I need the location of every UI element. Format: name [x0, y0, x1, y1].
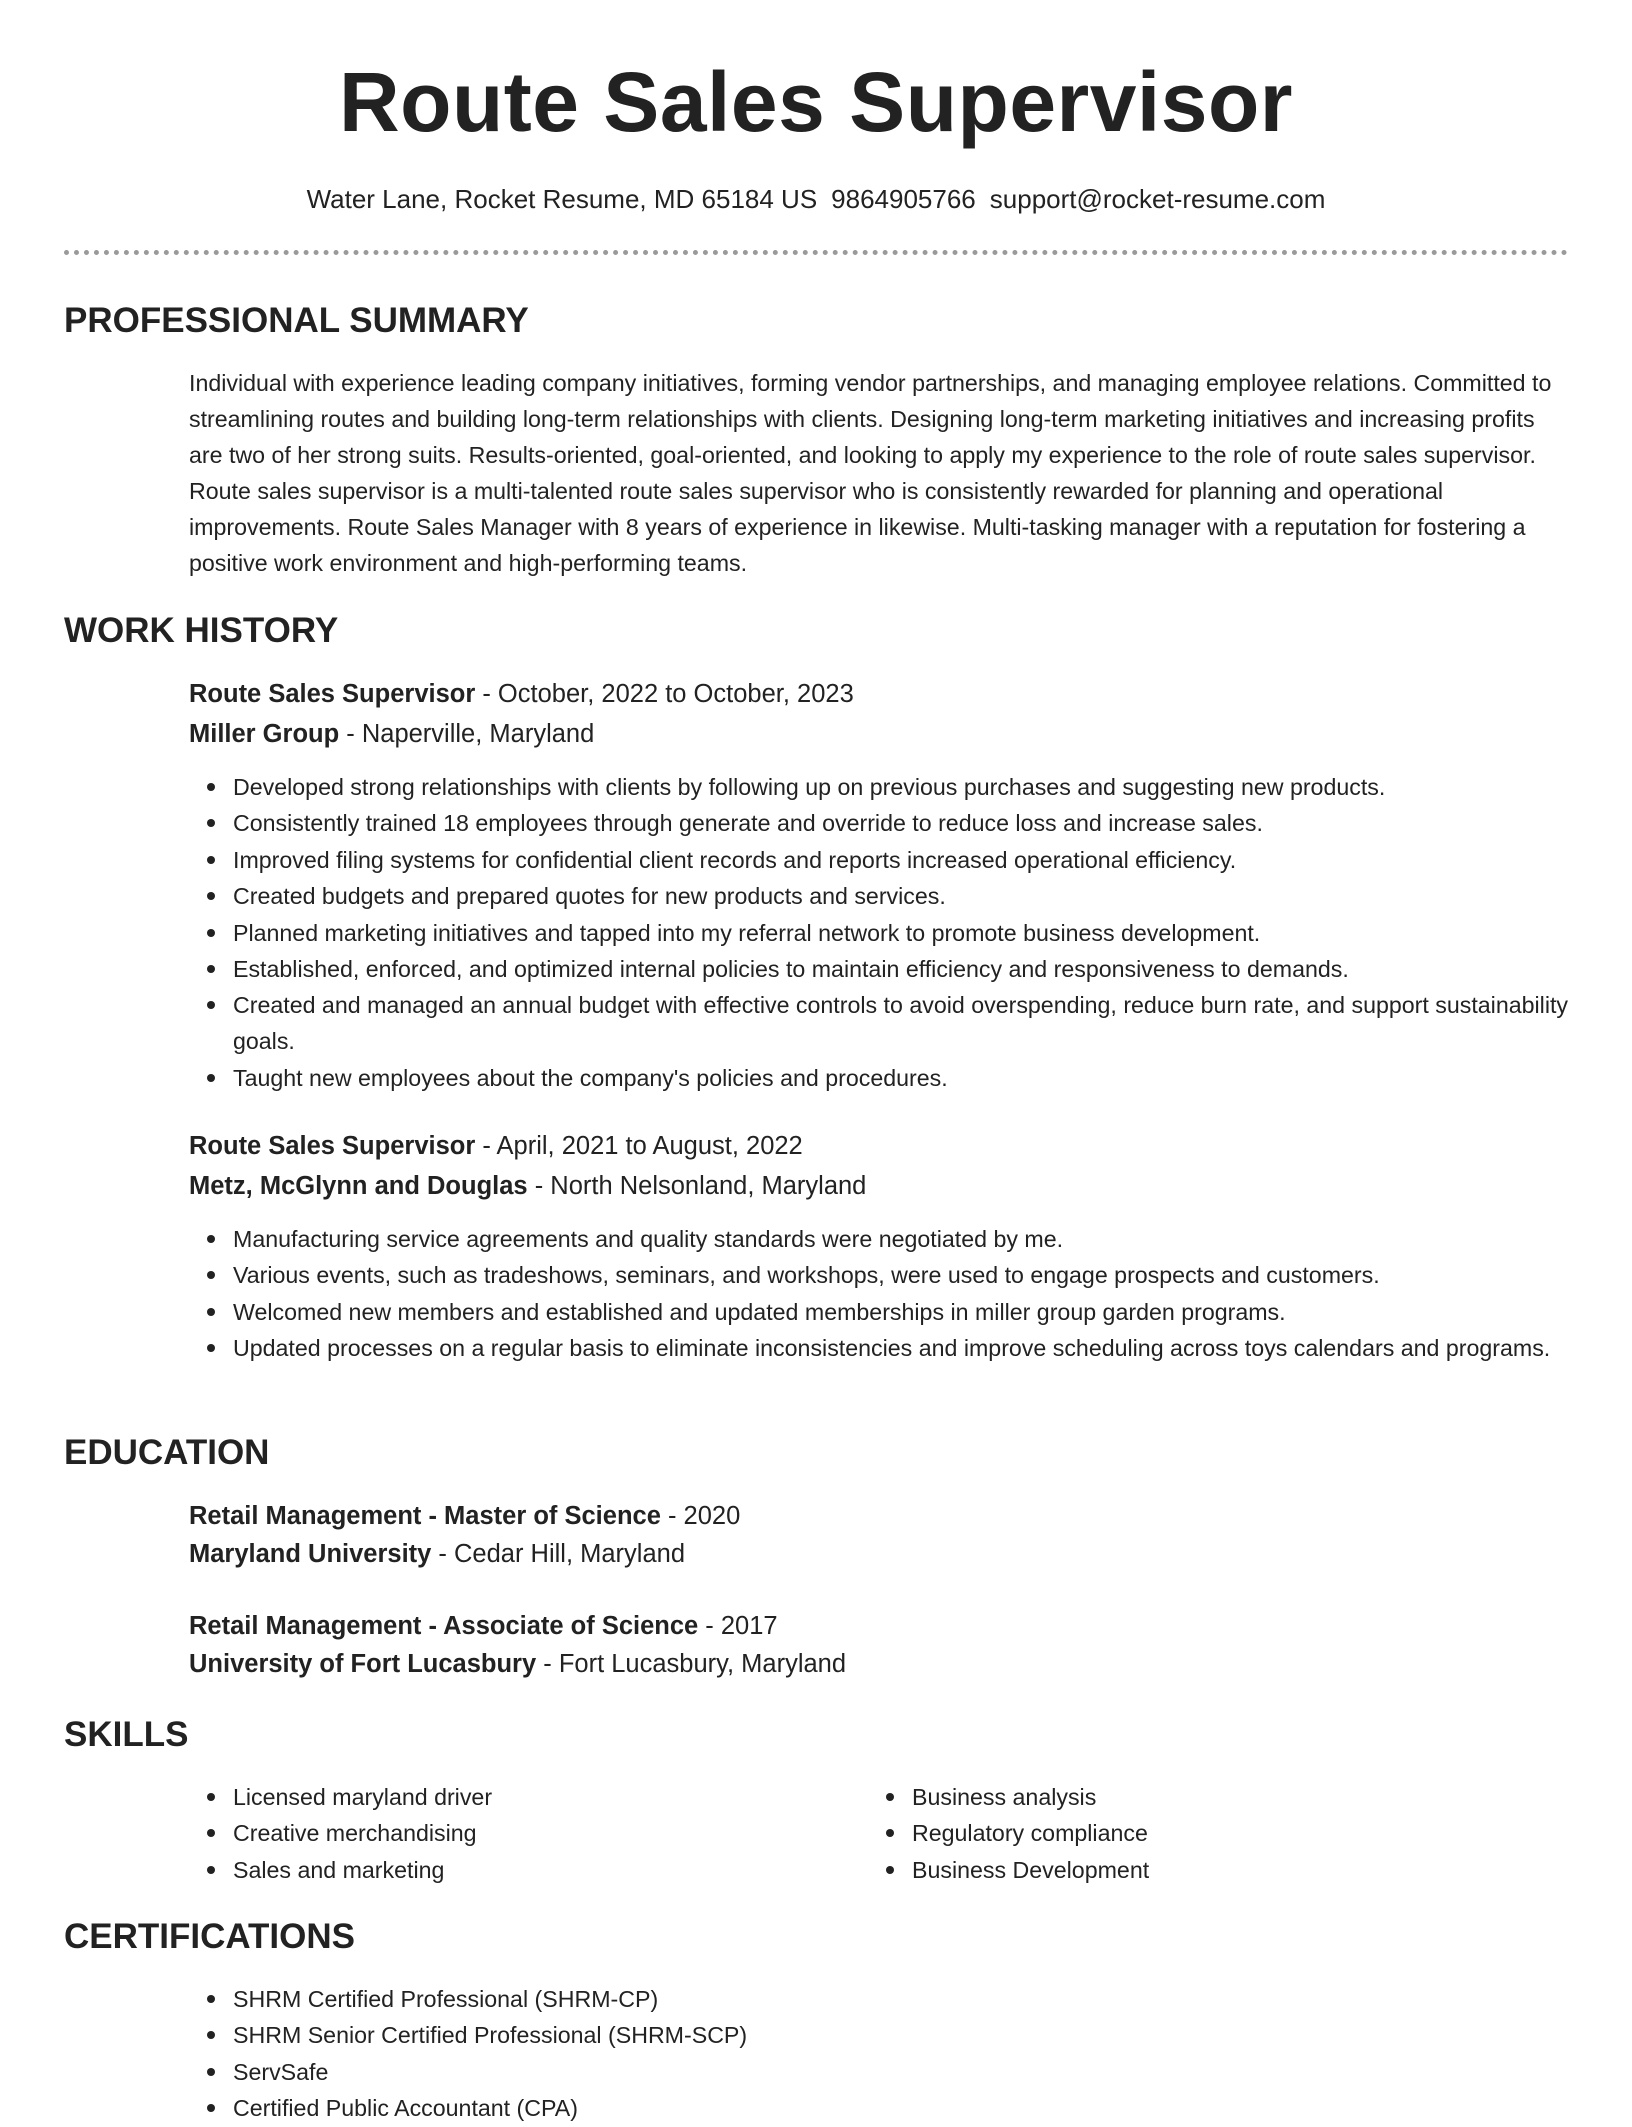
contact-address: Water Lane, Rocket Resume, MD 65184 US [306, 184, 818, 214]
list-item: SHRM Senior Certified Professional (SHRM-SCP) [233, 2017, 1613, 2053]
job-2-dates: - April, 2021 to August, 2022 [475, 1132, 803, 1160]
job-2-bullets [189, 1221, 1613, 1367]
candidate-name: Route Sales Supervisor [339, 55, 1293, 149]
skills-right-list [868, 1779, 1552, 1888]
list-item: Welcomed new members and established and updated memberships in miller group garden programs. [233, 1294, 1613, 1330]
list-item: Business analysis [912, 1779, 1552, 1815]
education-2-location: - Fort Lucasbury, Maryland [536, 1650, 847, 1678]
list-item: SHRM Certified Professional (SHRM-CP) [233, 1981, 1613, 2017]
education-2-year: - 2017 [698, 1612, 778, 1640]
certifications-list [189, 1981, 1613, 2127]
list-item: Improved filing systems for confidential client records and reports increased operational efficiency. [233, 842, 1613, 878]
job-1-bullets [189, 769, 1613, 1096]
list-item: ServSafe [233, 2054, 1613, 2090]
contact-email: support@rocket-resume.com [989, 184, 1326, 214]
job-2-company: Metz, McGlynn and Douglas [189, 1172, 528, 1200]
list-item: Sales and marketing [233, 1852, 873, 1888]
education-1-school: Maryland University [189, 1540, 432, 1568]
list-item: Licensed maryland driver [233, 1779, 873, 1815]
job-2-role: Route Sales Supervisor [189, 1132, 476, 1160]
list-item: Established, enforced, and optimized internal policies to maintain efficiency and responsiveness to demands. [233, 951, 1613, 987]
work-history-heading: WORK HISTORY [64, 611, 339, 650]
education-1-degree: Retail Management - Master of Science [189, 1502, 661, 1530]
education-1-year: - 2020 [660, 1502, 741, 1530]
job-1-title-line [189, 675, 1569, 713]
education-2-degree-line [189, 1607, 1569, 1645]
list-item: Creative merchandising [233, 1815, 873, 1851]
list-item: Taught new employees about the company's policies and procedures. [233, 1060, 1613, 1096]
education-1-degree-line [189, 1497, 1569, 1535]
list-item: Planned marketing initiatives and tapped into my referral network to promote business development. [233, 915, 1613, 951]
list-item: Regulatory compliance [912, 1815, 1552, 1851]
job-2-company-line [189, 1167, 1569, 1205]
certifications-heading: CERTIFICATIONS [64, 1917, 356, 1956]
education-2-school: University of Fort Lucasbury [189, 1650, 537, 1678]
list-item: Consistently trained 18 employees through generate and override to reduce loss and increase sales. [233, 805, 1613, 841]
education-2-degree: Retail Management - Associate of Science [189, 1612, 699, 1640]
skills-heading: SKILLS [64, 1715, 189, 1754]
skills-left-list [189, 1779, 873, 1888]
summary-text: Individual with experience leading company initiatives, forming vendor partnerships, and managing employee relations. Committed to streamlining routes and building long-term relationships with clients. Designing long-term marketing initiatives and increasing profits are two of her strong suits. Results-oriented, goal-oriented, and looking to apply my experience to the role of route sales supervisor. Route sales supervisor is a multi-talented route sales supervisor who is consistently rewarded for planning and operational improvements. Route Sales Manager with 8 years of experience in likewise. Multi-tasking manager with a reputation for fostering a positive work environment and high-performing teams. [189, 370, 1552, 576]
job-1-dates: - October, 2022 to October, 2023 [475, 680, 854, 708]
job-1-company-line [189, 715, 1569, 753]
list-item: Created budgets and prepared quotes for new products and services. [233, 878, 1613, 914]
header-divider [64, 250, 1568, 255]
list-item: Created and managed an annual budget with effective controls to avoid overspending, reduce burn rate, and support sustainability goals. [233, 987, 1613, 1059]
job-2-title-line [189, 1127, 1569, 1165]
list-item: Business Development [912, 1852, 1552, 1888]
contact-phone: 9864905766 [831, 184, 976, 214]
job-1-company: Miller Group [189, 720, 340, 748]
job-1-location: - Naperville, Maryland [339, 720, 595, 748]
list-item: Various events, such as tradeshows, seminars, and workshops, were used to engage prospects and customers. [233, 1257, 1613, 1293]
education-heading: EDUCATION [64, 1433, 270, 1472]
list-item: Manufacturing service agreements and quality standards were negotiated by me. [233, 1221, 1613, 1257]
job-2-location: - North Nelsonland, Maryland [527, 1172, 867, 1200]
education-1-location: - Cedar Hill, Maryland [431, 1540, 685, 1568]
job-1-role: Route Sales Supervisor [189, 680, 476, 708]
list-item: Developed strong relationships with clients by following up on previous purchases and suggesting new products. [233, 769, 1613, 805]
education-2-school-line [189, 1645, 1569, 1683]
list-item: Updated processes on a regular basis to eliminate inconsistencies and improve scheduling across toys calendars and programs. [233, 1330, 1613, 1366]
summary-heading: PROFESSIONAL SUMMARY [64, 301, 529, 340]
contact-line [0, 182, 1632, 216]
list-item: Certified Public Accountant (CPA) [233, 2090, 1613, 2126]
education-1-school-line [189, 1535, 1569, 1573]
